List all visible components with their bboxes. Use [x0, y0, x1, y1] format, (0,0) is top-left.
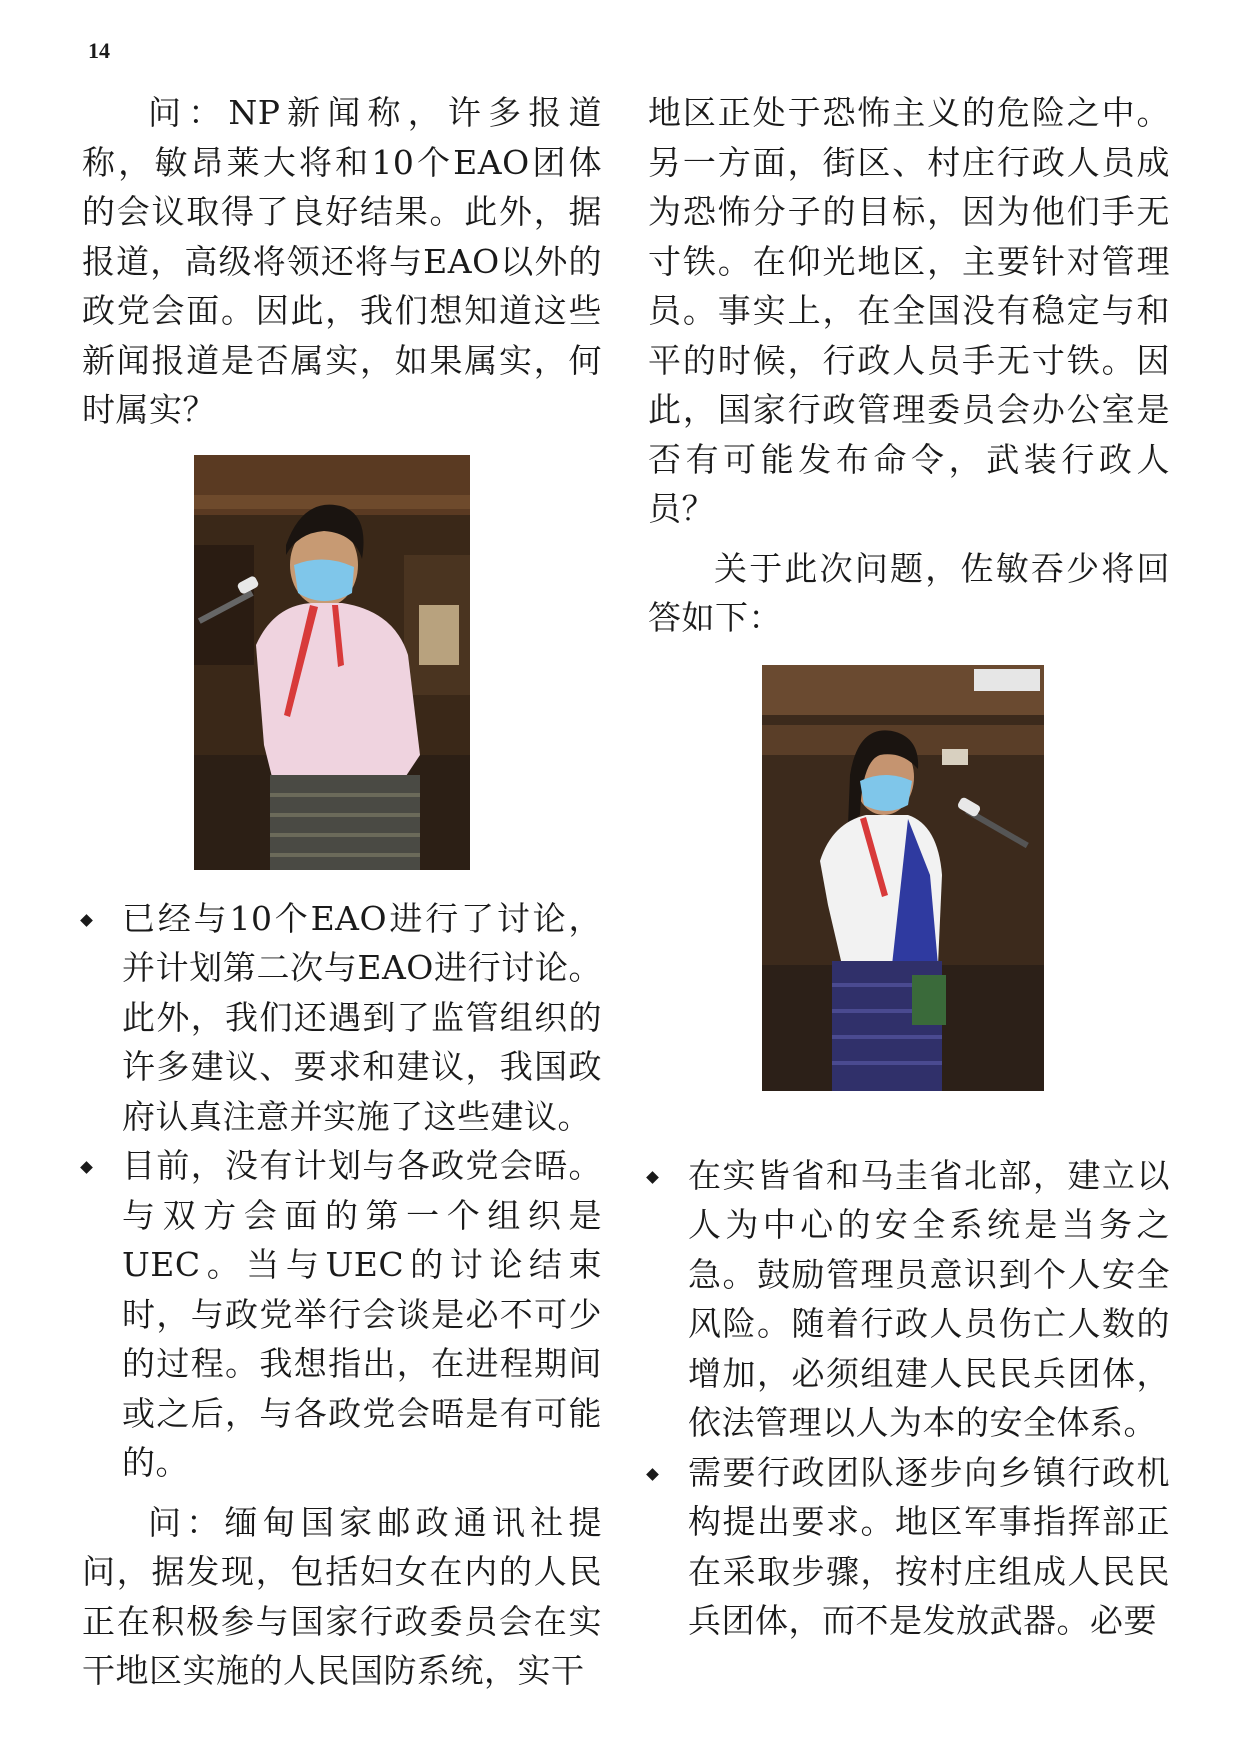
diamond-bullet-icon: [646, 1171, 659, 1184]
diamond-bullet-icon: [80, 914, 93, 927]
answer-list-1: [82, 894, 602, 1488]
answer-list-2: [648, 1151, 1170, 1646]
question-continuation: 地区正处于恐怖主义的危险之中。另一方面，街区、村庄行政人员成为恐怖分子的目标，因为他们手无寸铁。在仰光地区，主要针对管理员。事实上，在全国没有稳定与和平的时候，行政人员手无寸铁。因此，国家行政管理委员会办公室是否有可能发布命令，武装行政人员？: [648, 93, 1170, 528]
photo-reporter-white-shirt: [762, 665, 1044, 1091]
answer-intro: 关于此次问题，佐敏吞少将回答如下：: [648, 548, 1170, 637]
diamond-bullet-icon: [646, 1468, 659, 1481]
list-item-text: 已经与10个EAO进行了讨论，并计划第二次与EAO进行讨论。此外，我们还遇到了监管组织的许多建议、要求和建议，我国政府认真注意并实施了这些建议。: [122, 898, 602, 1136]
left-column: [82, 88, 602, 1696]
list-item-text: 在实皆省和马圭省北部，建立以人为中心的安全系统是当务之急。鼓励管理员意识到个人安全风险。随着行政人员伤亡人数的增加，必须组建人民民兵团体，依法管理以人为本的安全体系。: [688, 1155, 1170, 1442]
list-item: [648, 1448, 1170, 1646]
question-myanmar-postal: 问：缅甸国家邮政通讯社提问，据发现，包括妇女在内的人民正在积极参与国家行政委员会在实干地区实施的人民国防系统，实干: [82, 1502, 602, 1690]
photo-reporter-white-shirt-image: [762, 665, 1044, 1091]
photo-reporter-pink-shirt: [194, 455, 470, 870]
list-item: [82, 894, 602, 1142]
list-item-text: 需要行政团队逐步向乡镇行政机构提出要求。地区军事指挥部正在采取步骤，按村庄组成人民民兵团体，而不是发放武器。必要: [688, 1452, 1170, 1640]
list-item: [82, 1141, 602, 1488]
diamond-bullet-icon: [80, 1161, 93, 1174]
photo-reporter-pink-shirt-image: [194, 455, 470, 870]
list-item: [648, 1151, 1170, 1448]
page-number: 14: [88, 38, 110, 63]
question-np-news: 问：NP新闻称，许多报道称，敏昂莱大将和10个EAO团体的会议取得了良好结果。此外，据报道，高级将领还将与EAO以外的政党会面。因此，我们想知道这些新闻报道是否属实，如果属实，何时属实？: [82, 93, 602, 429]
list-item-text: 目前，没有计划与各政党会晤。与双方会面的第一个组织是UEC。当与UEC的讨论结束时，与政党举行会谈是必不可少的过程。我想指出，在进程期间或之后，与各政党会晤是有可能的。: [122, 1146, 602, 1482]
right-column: [648, 88, 1170, 1646]
